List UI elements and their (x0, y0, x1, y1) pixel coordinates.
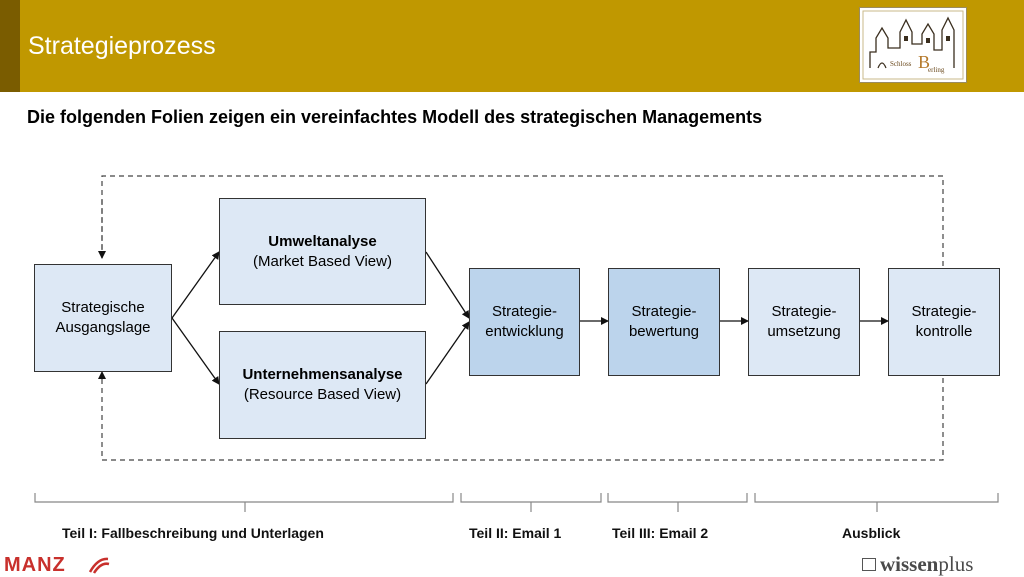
box-unternehmen-subtitle: (Resource Based View) (243, 386, 402, 403)
arrow-to-umwelt (172, 252, 219, 318)
box-umsetzung-line2: umsetzung (767, 323, 841, 340)
box-umwelt-subtitle: (Market Based View) (253, 252, 392, 270)
logo-text-schloss: Schloss (890, 60, 912, 68)
arrow-umwelt-to-entwicklung (426, 252, 469, 318)
box-umwelt-title: Umweltanalyse (268, 232, 377, 250)
phase-label-ausblick: Ausblick (842, 525, 901, 541)
box-ausgangslage-line2: Ausgangslage (55, 319, 151, 336)
slide-title: Strategieprozess (28, 32, 216, 60)
manz-logo: MANZ (4, 554, 66, 576)
logo-text-erling: erling (928, 66, 945, 74)
wissenplus-text-a: wissen (880, 552, 939, 576)
box-umweltanalyse (219, 198, 426, 305)
box-entwicklung-line2: entwicklung (485, 323, 564, 340)
brace-ausblick (755, 493, 998, 512)
box-unternehmensanalyse (219, 331, 426, 439)
box-bewertung-line1: Strategie- (631, 303, 697, 320)
phase-label-teil1: Teil I: Fallbeschreibung und Unterlagen (62, 525, 324, 541)
wissenplus-book-icon (862, 558, 876, 571)
wissenplus-text-b: plus (938, 552, 974, 576)
box-strategiekontrolle (888, 268, 1000, 376)
arrow-to-unternehmen (172, 318, 219, 384)
box-kontrolle-line2: kontrolle (915, 323, 973, 340)
wissenplus-logo (880, 552, 973, 577)
manz-swoosh-icon (88, 556, 110, 574)
brace-teil1 (35, 493, 453, 512)
box-kontrolle-line1: Strategie- (911, 303, 977, 320)
box-strategiebewertung (608, 268, 720, 376)
arrow-unternehmen-to-entwicklung (426, 322, 469, 384)
brace-teil3 (608, 493, 747, 512)
box-unternehmen-title: Unternehmensanalyse (242, 366, 403, 383)
box-bewertung-line2: bewertung (628, 323, 700, 340)
box-entwicklung-line1: Strategie- (491, 303, 558, 320)
box-strategieentwicklung (469, 268, 580, 376)
box-strategieumsetzung (748, 268, 860, 376)
phase-braces (35, 493, 998, 512)
brace-teil2 (461, 493, 601, 512)
phase-label-teil2: Teil II: Email 1 (469, 525, 562, 541)
box-strategische-ausgangslage (34, 264, 172, 372)
box-umsetzung-line1: Strategie- (771, 303, 837, 320)
phase-label-teil3: Teil III: Email 2 (612, 525, 709, 541)
box-ausgangslage-line1: Strategische (61, 299, 145, 316)
slide-subtitle: Die folgenden Folien zeigen ein vereinfachtes Modell des strategischen Managements (27, 107, 763, 127)
logo-text-b: B (918, 52, 931, 72)
